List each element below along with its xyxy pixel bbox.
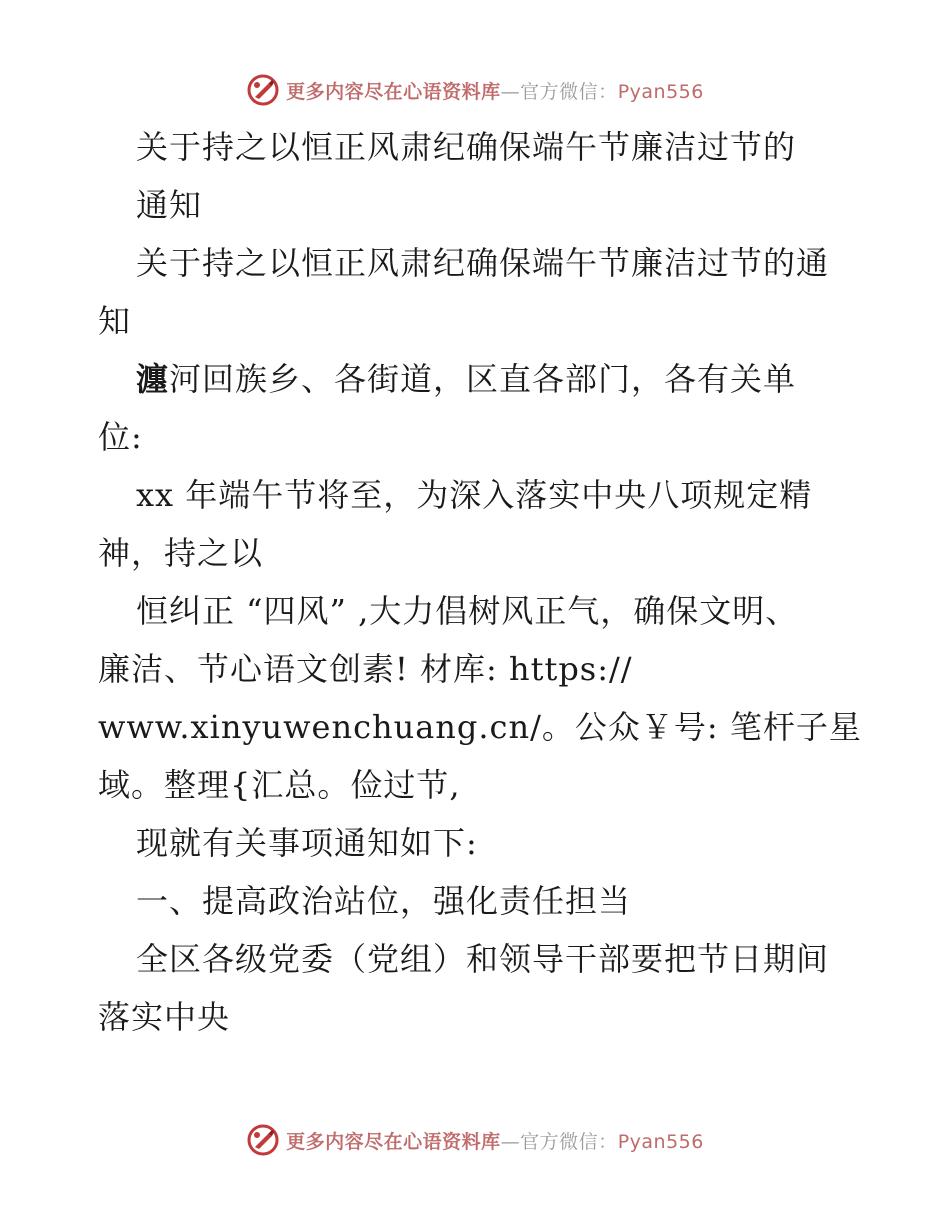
watermark-handle: Pyan556 — [617, 80, 704, 103]
recipients-line-1 — [98, 350, 858, 408]
para1-line-1: xx 年端午节将至，为深入落实中央八项规定精 — [136, 476, 813, 514]
watermark-text — [286, 77, 704, 104]
recipients-text: 河回族乡、各街道，区直各部门，各有关单 — [169, 360, 797, 398]
section1-heading: 一、提高政治站位，强化责任担当 — [136, 882, 632, 920]
watermark-wechat-label: 官方微信： — [520, 1130, 618, 1153]
watermark-text — [286, 1127, 704, 1154]
footer-watermark — [0, 1120, 950, 1160]
heading-line-1: 关于持之以恒正风肃纪确保端午节廉洁过节的通 — [136, 244, 830, 282]
para3-line: 现就有关事项通知如下: — [136, 824, 478, 862]
watermark-separator: — — [500, 80, 521, 103]
title-line-1: 关于持之以恒正风肃纪确保端午节廉洁过节的 — [136, 128, 797, 166]
heading-line-2: 知 — [98, 302, 132, 340]
para1-line-2: 神，持之以 — [98, 534, 264, 572]
para2-line-1: 恒纠正 “四风” ,大力倡树风正气，确保文明、 — [136, 592, 799, 630]
recipients-line-2: 位: — [98, 418, 143, 456]
recipients-first-char: 瀍 — [136, 360, 170, 398]
library-logo-icon — [246, 73, 280, 107]
title-line-2: 通知 — [136, 186, 203, 224]
para2-line-2: 廉洁、节心语文创素! 材库: https:// — [98, 650, 633, 688]
watermark-slogan: 更多内容尽在心语资料库 — [286, 1130, 501, 1153]
watermark-wechat-label: 官方微信： — [520, 80, 618, 103]
watermark-inner — [246, 1123, 704, 1157]
watermark-inner — [246, 73, 704, 107]
watermark-separator: — — [500, 1130, 521, 1153]
para4-line-1: 全区各级党委（党组）和领导干部要把节日期间 — [136, 940, 830, 978]
library-logo-icon — [246, 1123, 280, 1157]
para2-line-4: 域。整理{汇总。俭过节, — [98, 766, 461, 804]
para2-line-3: www.xinyuwenchuang.cn/。公众￥号: 笔杆子星 — [98, 708, 862, 746]
header-watermark — [0, 70, 950, 110]
watermark-handle: Pyan556 — [617, 1130, 704, 1153]
para4-line-2: 落实中央 — [98, 998, 231, 1036]
document-body — [98, 118, 862, 1046]
watermark-slogan: 更多内容尽在心语资料库 — [286, 80, 501, 103]
